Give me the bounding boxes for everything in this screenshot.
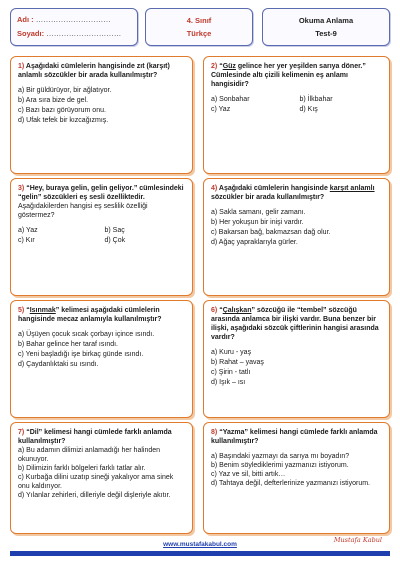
question-4-option-d[interactable]: d) Ağaç yapraklarıyla gürler. <box>211 239 298 246</box>
question-7-option-d[interactable]: d) Yılanlar zehirleri, dilleriyle değil dişleriyle akıtır. <box>18 492 171 499</box>
question-8-text: 8) “Yazma” kelimesi hangi cümlede farklı anlamda kullanılmıştır? <box>211 429 378 445</box>
question-6-text: 6) “Çalışkan” sözcüğü ile “tembel” sözcüğü arasında anlamca bir ilişki vardır. Buna benzer bir ilişki, aşağıdaki sözcük çiftlerinin hangisi arasında vardır? <box>211 307 379 341</box>
question-6-option-c[interactable]: c) Şirin - tatlı <box>211 369 251 376</box>
question-8-option-a[interactable]: a) Başındaki yazmayı da sarıya mı boyadın? <box>211 453 350 460</box>
question-1-text: 1) Aşağıdaki cümlelerin hangisinde zıt (karşıt) anlamlı sözcükler bir arada kullanılmıştır? <box>18 63 170 79</box>
question-7-option-b[interactable]: b) Dilimizin farklı bölgeleri farklı tatlar alır. <box>18 465 146 472</box>
website-link[interactable]: www.mustafakabul.com <box>163 541 237 548</box>
grade-box <box>145 8 253 46</box>
question-6-option-d[interactable]: d) Işık – ısı <box>211 379 246 386</box>
question-2-option-c[interactable]: c) Yaz <box>211 106 231 113</box>
name-line <box>17 13 131 27</box>
question-7 <box>10 422 193 534</box>
question-2-text: 2) “Güz gelince her yer yeşilden sarıya döner.” <box>211 63 366 70</box>
question-3-option-c[interactable]: c) Kır <box>18 237 35 244</box>
student-info-box <box>10 8 138 46</box>
footer-bar <box>10 551 390 556</box>
question-6 <box>203 300 390 418</box>
question-2-option-b[interactable]: b) İlkbahar <box>299 96 333 103</box>
question-6-option-a[interactable]: a) Kuru - yaş <box>211 349 252 356</box>
question-5-option-b[interactable]: b) Bahar gelince her taraf ısındı. <box>18 341 118 348</box>
surname-label: Soyadı: <box>17 29 45 38</box>
question-2-option-d[interactable]: d) Kış <box>299 106 318 113</box>
test-info-box <box>262 8 390 46</box>
question-3 <box>10 178 193 296</box>
question-2-subtext: Cümlesinde altı çizili kelimenin eş anlamı hangisidir? <box>211 72 348 88</box>
question-7-option-a[interactable]: a) Bu adamın dilimizi anlamadığı her halinden okunuyor. <box>18 447 161 463</box>
question-5 <box>10 300 193 418</box>
question-5-text: 5) “Isınmak” kelimesi aşağıdaki cümlelerin hangisinde mecaz anlamıyla kullanılmıştır? <box>18 307 162 323</box>
surname-line <box>17 27 131 41</box>
question-4-option-a[interactable]: a) Sakla samanı, gelir zamanı. <box>211 209 306 216</box>
question-8-option-c[interactable]: c) Yaz ve sil, bitti artık… <box>211 471 286 478</box>
name-label: Adı : <box>17 15 34 24</box>
question-2-option-a[interactable]: a) Sonbahar <box>211 96 250 103</box>
question-6-option-b[interactable]: b) Rahat – yavaş <box>211 359 264 366</box>
question-5-option-d[interactable]: d) Çaydanlıktaki su ısındı. <box>18 361 99 368</box>
question-4-option-c[interactable]: c) Bakarsan bağ, bakmazsan dağ olur. <box>211 229 331 236</box>
question-7-option-c[interactable]: c) Kurbağa dilini uzatıp sineği yakalıyor ama sinek onu kaldırıyor. <box>18 474 174 490</box>
author-signature: Mustafa Kabul <box>333 536 382 544</box>
question-1-option-c[interactable]: c) Bazı bazı görüyorum onu. <box>18 107 106 114</box>
question-4-text: 4) Aşağıdaki cümlelerin hangisinde karşıt anlamlı sözcükler bir arada kullanılmıştır? <box>211 185 375 201</box>
question-5-option-a[interactable]: a) Üşüyen çocuk sıcak çorbayı içince ısındı. <box>18 331 155 338</box>
question-3-subtext: Aşağıdakilerden hangisi eş seslilik özelliği göstermez? <box>18 203 148 219</box>
question-7-text: 7) “Dil” kelimesi hangi cümlede farklı anlamda kullanılmıştır? <box>18 429 172 445</box>
question-3-text: 3) “Hey, buraya gelin, gelin geliyor.” cümlesindeki “gelin” sözcükleri eş sesli özelliktedir. <box>18 185 184 201</box>
subject-label: Türkçe <box>186 29 212 38</box>
question-5-option-c[interactable]: c) Yeni başladığı işe birkaç günde ısındı. <box>18 351 144 358</box>
question-2 <box>203 56 390 174</box>
question-8-option-b[interactable]: b) Benim söylediklerimi yazmanızı istiyorum. <box>211 462 349 469</box>
grade-label: 4. Sınıf <box>186 16 212 25</box>
question-8 <box>203 422 390 534</box>
question-3-option-b[interactable]: b) Saç <box>104 227 125 234</box>
question-3-option-d[interactable]: d) Çok <box>104 237 126 244</box>
question-4 <box>203 178 390 296</box>
topic-label: Okuma Anlama <box>298 16 354 25</box>
question-3-option-a[interactable]: a) Yaz <box>18 227 38 234</box>
question-1-option-a[interactable]: a) Bir güldürüyor, bir ağlatıyor. <box>18 87 112 94</box>
name-blank[interactable]: ………………………… <box>35 15 111 24</box>
test-label: Test-9 <box>315 29 337 38</box>
question-1 <box>10 56 193 174</box>
question-1-option-b[interactable]: b) Ara sıra bize de gel. <box>18 97 89 104</box>
surname-blank[interactable]: ………………………… <box>46 29 122 38</box>
question-4-option-b[interactable]: b) Her yokuşun bir inişi vardır. <box>211 219 304 226</box>
question-1-option-d[interactable]: d) Ufak tefek bir kızcağızmış. <box>18 117 109 124</box>
question-8-option-d[interactable]: d) Tahtaya değil, defterlerinize yazmanızı istiyorum. <box>211 480 370 487</box>
